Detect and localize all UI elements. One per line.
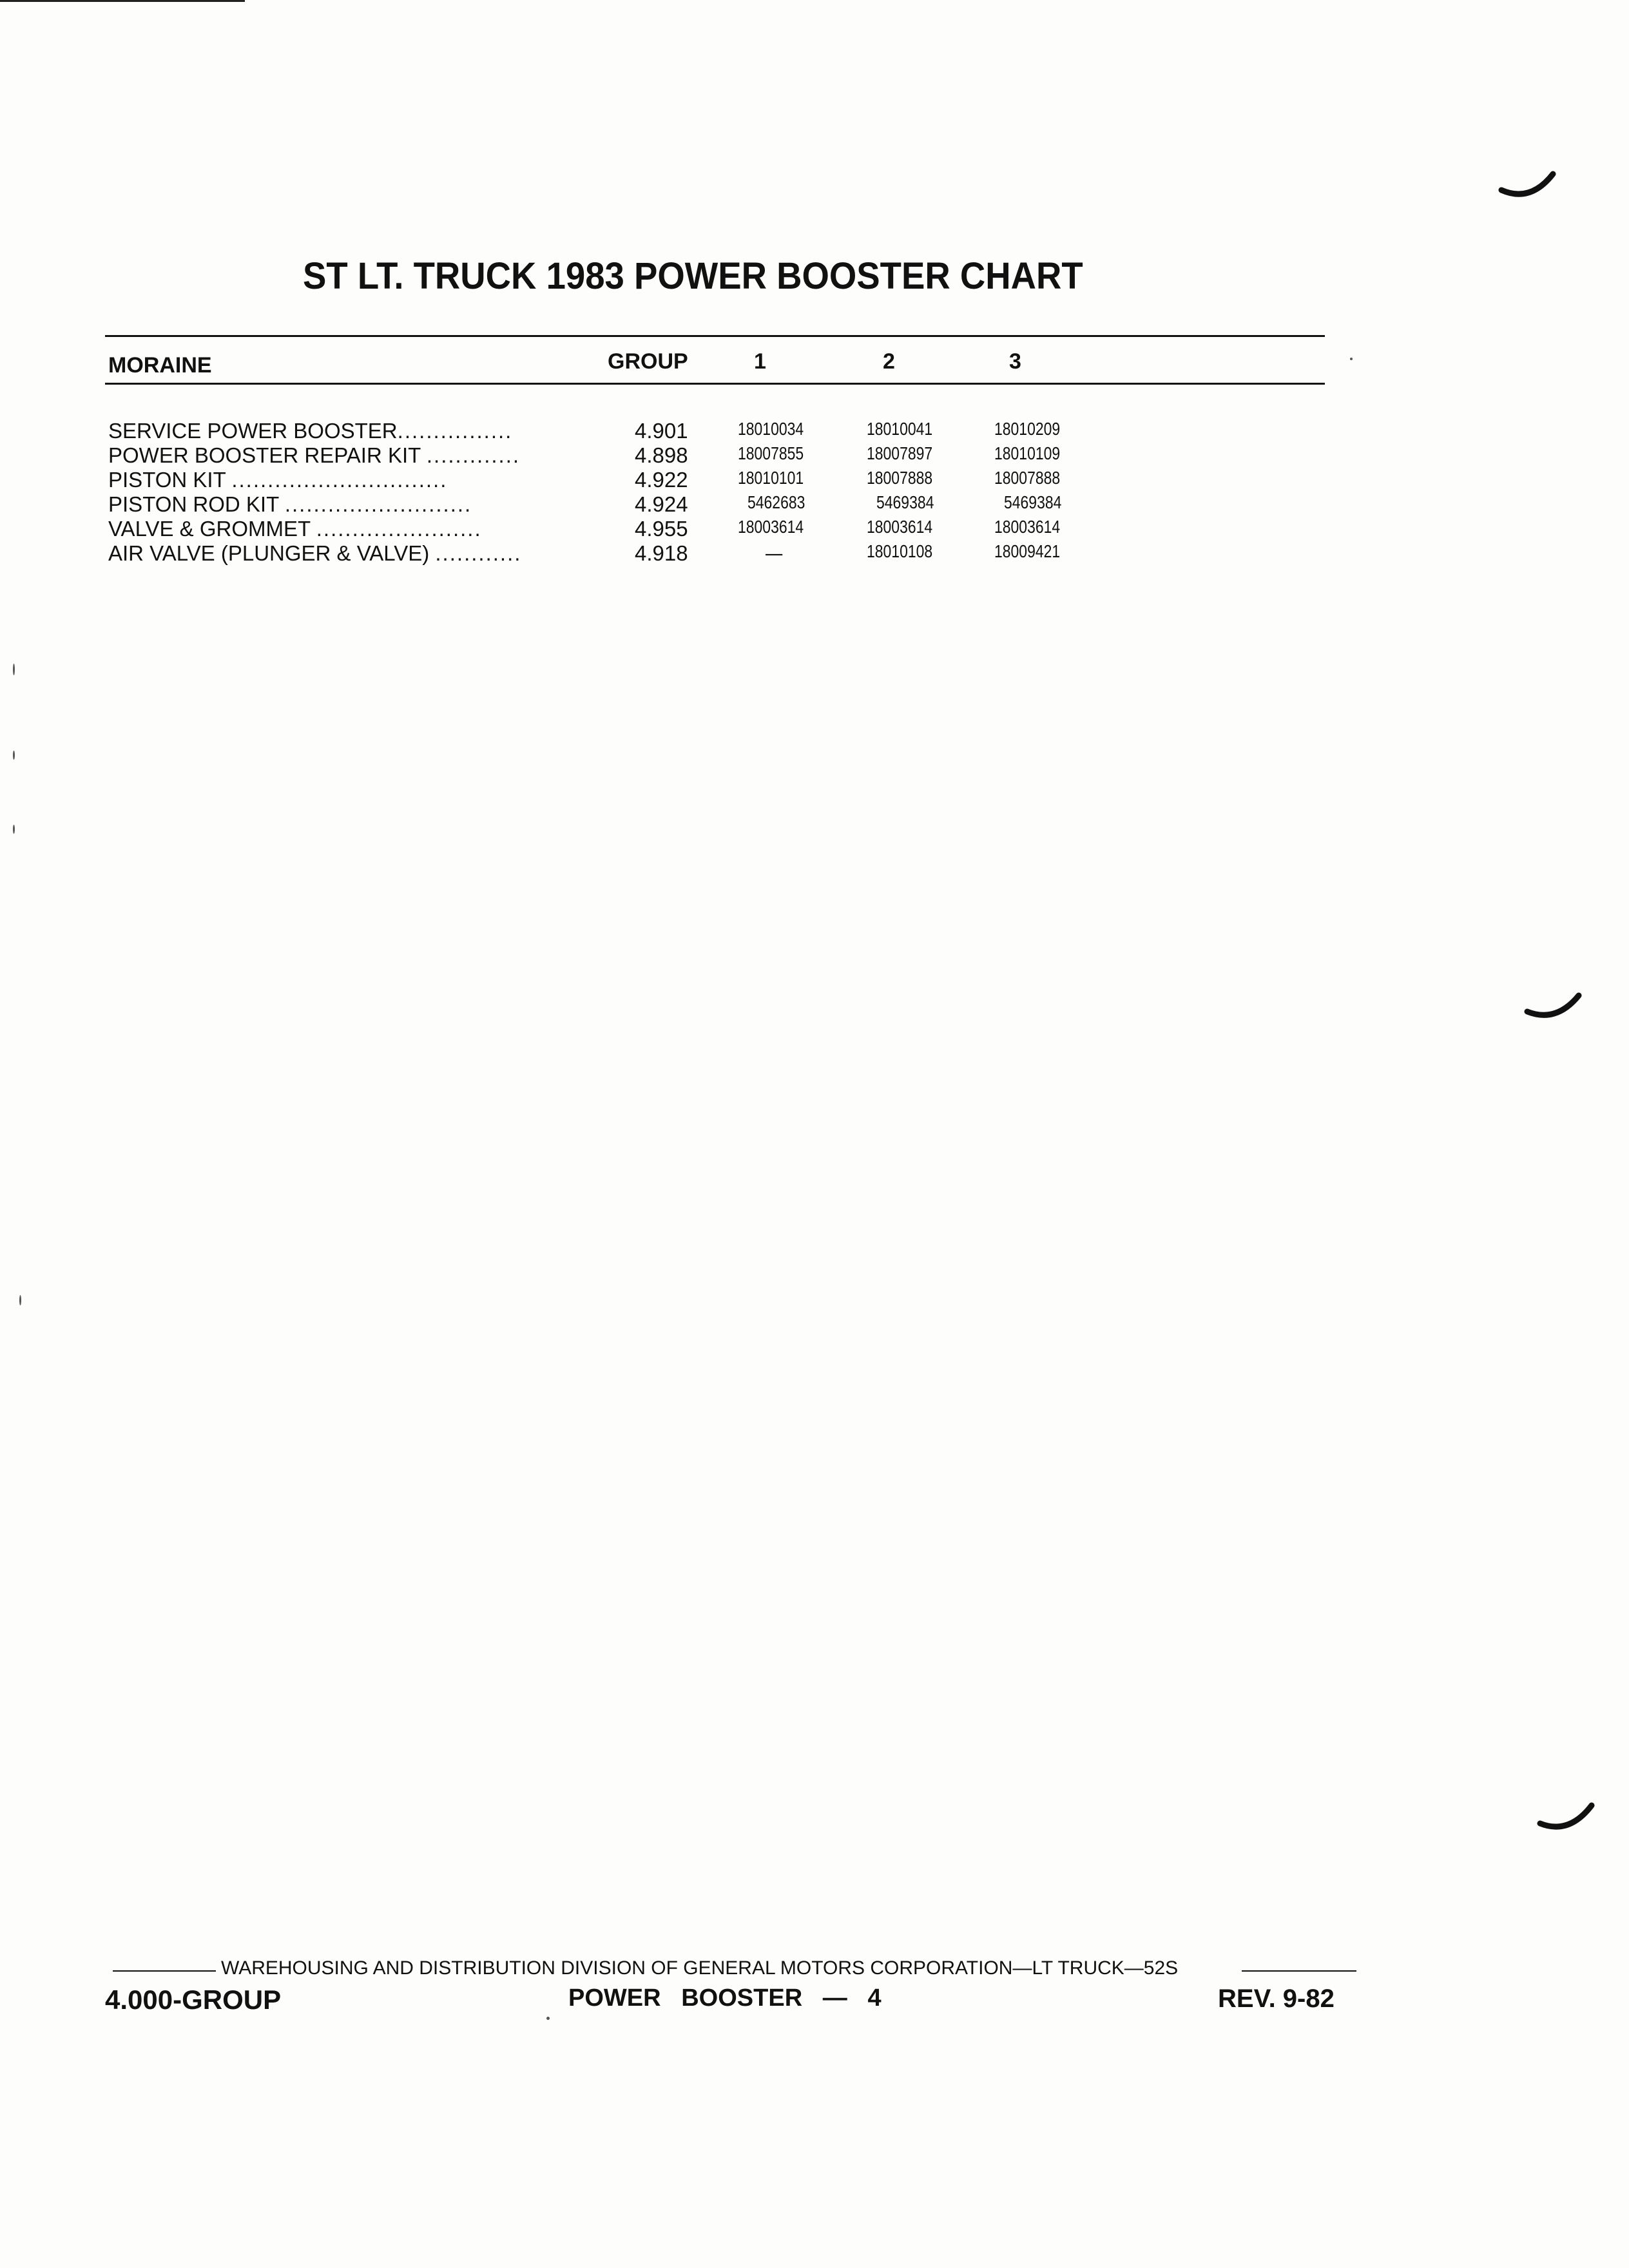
header-col-2: 2 bbox=[883, 349, 895, 374]
row-part-col-1: 18003614 bbox=[738, 517, 804, 537]
row-part-col-3: 5469384 bbox=[1004, 492, 1062, 512]
table-row bbox=[0, 443, 1629, 468]
row-part-col-1: 18007855 bbox=[738, 443, 804, 463]
footer-section-group: 4.000-GROUP bbox=[105, 1984, 282, 2015]
row-description: VALVE & GROMMET ....................... bbox=[108, 517, 482, 541]
row-part-col-1: 18010034 bbox=[738, 419, 804, 439]
row-part-col-2: 5469384 bbox=[876, 492, 934, 512]
table-row bbox=[0, 541, 1629, 566]
footer-rule-left bbox=[113, 1970, 216, 1972]
header-group: GROUP bbox=[608, 349, 688, 374]
row-description: SERVICE POWER BOOSTER................ bbox=[108, 419, 513, 443]
row-part-col-3: 18009421 bbox=[994, 541, 1061, 561]
scan-speck bbox=[13, 825, 15, 834]
footer-page-label: POWER BOOSTER — 4 bbox=[568, 1984, 882, 2012]
binder-hole-mark-icon bbox=[1524, 986, 1582, 1031]
binder-hole-mark-icon bbox=[1498, 164, 1556, 209]
row-description: AIR VALVE (PLUNGER & VALVE) ............ bbox=[108, 541, 522, 565]
scan-speck bbox=[1350, 358, 1353, 360]
table-row bbox=[0, 468, 1629, 492]
table-row bbox=[0, 419, 1629, 443]
footer-division-line bbox=[113, 1957, 1356, 1983]
row-group-number: 4.922 bbox=[635, 468, 688, 492]
row-part-col-3: 18007888 bbox=[994, 468, 1061, 488]
row-part-col-2: 18007897 bbox=[867, 443, 933, 463]
header-bottom-rule bbox=[105, 383, 1325, 385]
scan-edge-line bbox=[0, 0, 245, 2]
footer-rule-right bbox=[1242, 1970, 1356, 1972]
footer-division-text: WAREHOUSING AND DISTRIBUTION DIVISION OF GENERAL MOTORS CORPORATION—LT TRUCK—52S bbox=[221, 1957, 1179, 1979]
row-part-col-3: 18010109 bbox=[994, 443, 1061, 463]
binder-hole-mark-icon bbox=[1537, 1798, 1595, 1843]
row-part-col-2: 18010041 bbox=[867, 419, 933, 439]
row-part-col-2: 18010108 bbox=[867, 541, 933, 561]
row-part-col-2: 18007888 bbox=[867, 468, 933, 488]
table-row bbox=[0, 492, 1629, 517]
scan-speck bbox=[19, 1295, 21, 1305]
header-col-1: 1 bbox=[754, 349, 766, 374]
scan-speck bbox=[13, 664, 15, 675]
header-col-3: 3 bbox=[1009, 349, 1021, 374]
scan-speck bbox=[546, 2017, 550, 2020]
row-description: PISTON KIT .............................. bbox=[108, 468, 448, 492]
row-group-number: 4.918 bbox=[635, 541, 688, 565]
row-part-col-3: 18010209 bbox=[994, 419, 1061, 439]
table-row bbox=[0, 517, 1629, 541]
header-top-rule bbox=[105, 335, 1325, 337]
page-title: ST LT. TRUCK 1983 POWER BOOSTER CHART bbox=[303, 255, 1083, 297]
row-part-col-3: 18003614 bbox=[994, 517, 1061, 537]
row-group-number: 4.955 bbox=[635, 517, 688, 541]
row-description: POWER BOOSTER REPAIR KIT ............. bbox=[108, 443, 521, 467]
row-group-number: 4.901 bbox=[635, 419, 688, 443]
header-moraine: MORAINE bbox=[108, 353, 212, 378]
scan-speck bbox=[13, 751, 15, 760]
footer-revision: REV. 9-82 bbox=[1218, 1984, 1335, 2013]
row-group-number: 4.924 bbox=[635, 492, 688, 516]
row-part-col-2: 18003614 bbox=[867, 517, 933, 537]
row-part-col-1: — bbox=[766, 541, 783, 564]
row-part-col-1: 5462683 bbox=[747, 492, 805, 512]
row-group-number: 4.898 bbox=[635, 443, 688, 467]
row-part-col-1: 18010101 bbox=[738, 468, 804, 488]
row-description: PISTON ROD KIT .......................... bbox=[108, 492, 472, 516]
